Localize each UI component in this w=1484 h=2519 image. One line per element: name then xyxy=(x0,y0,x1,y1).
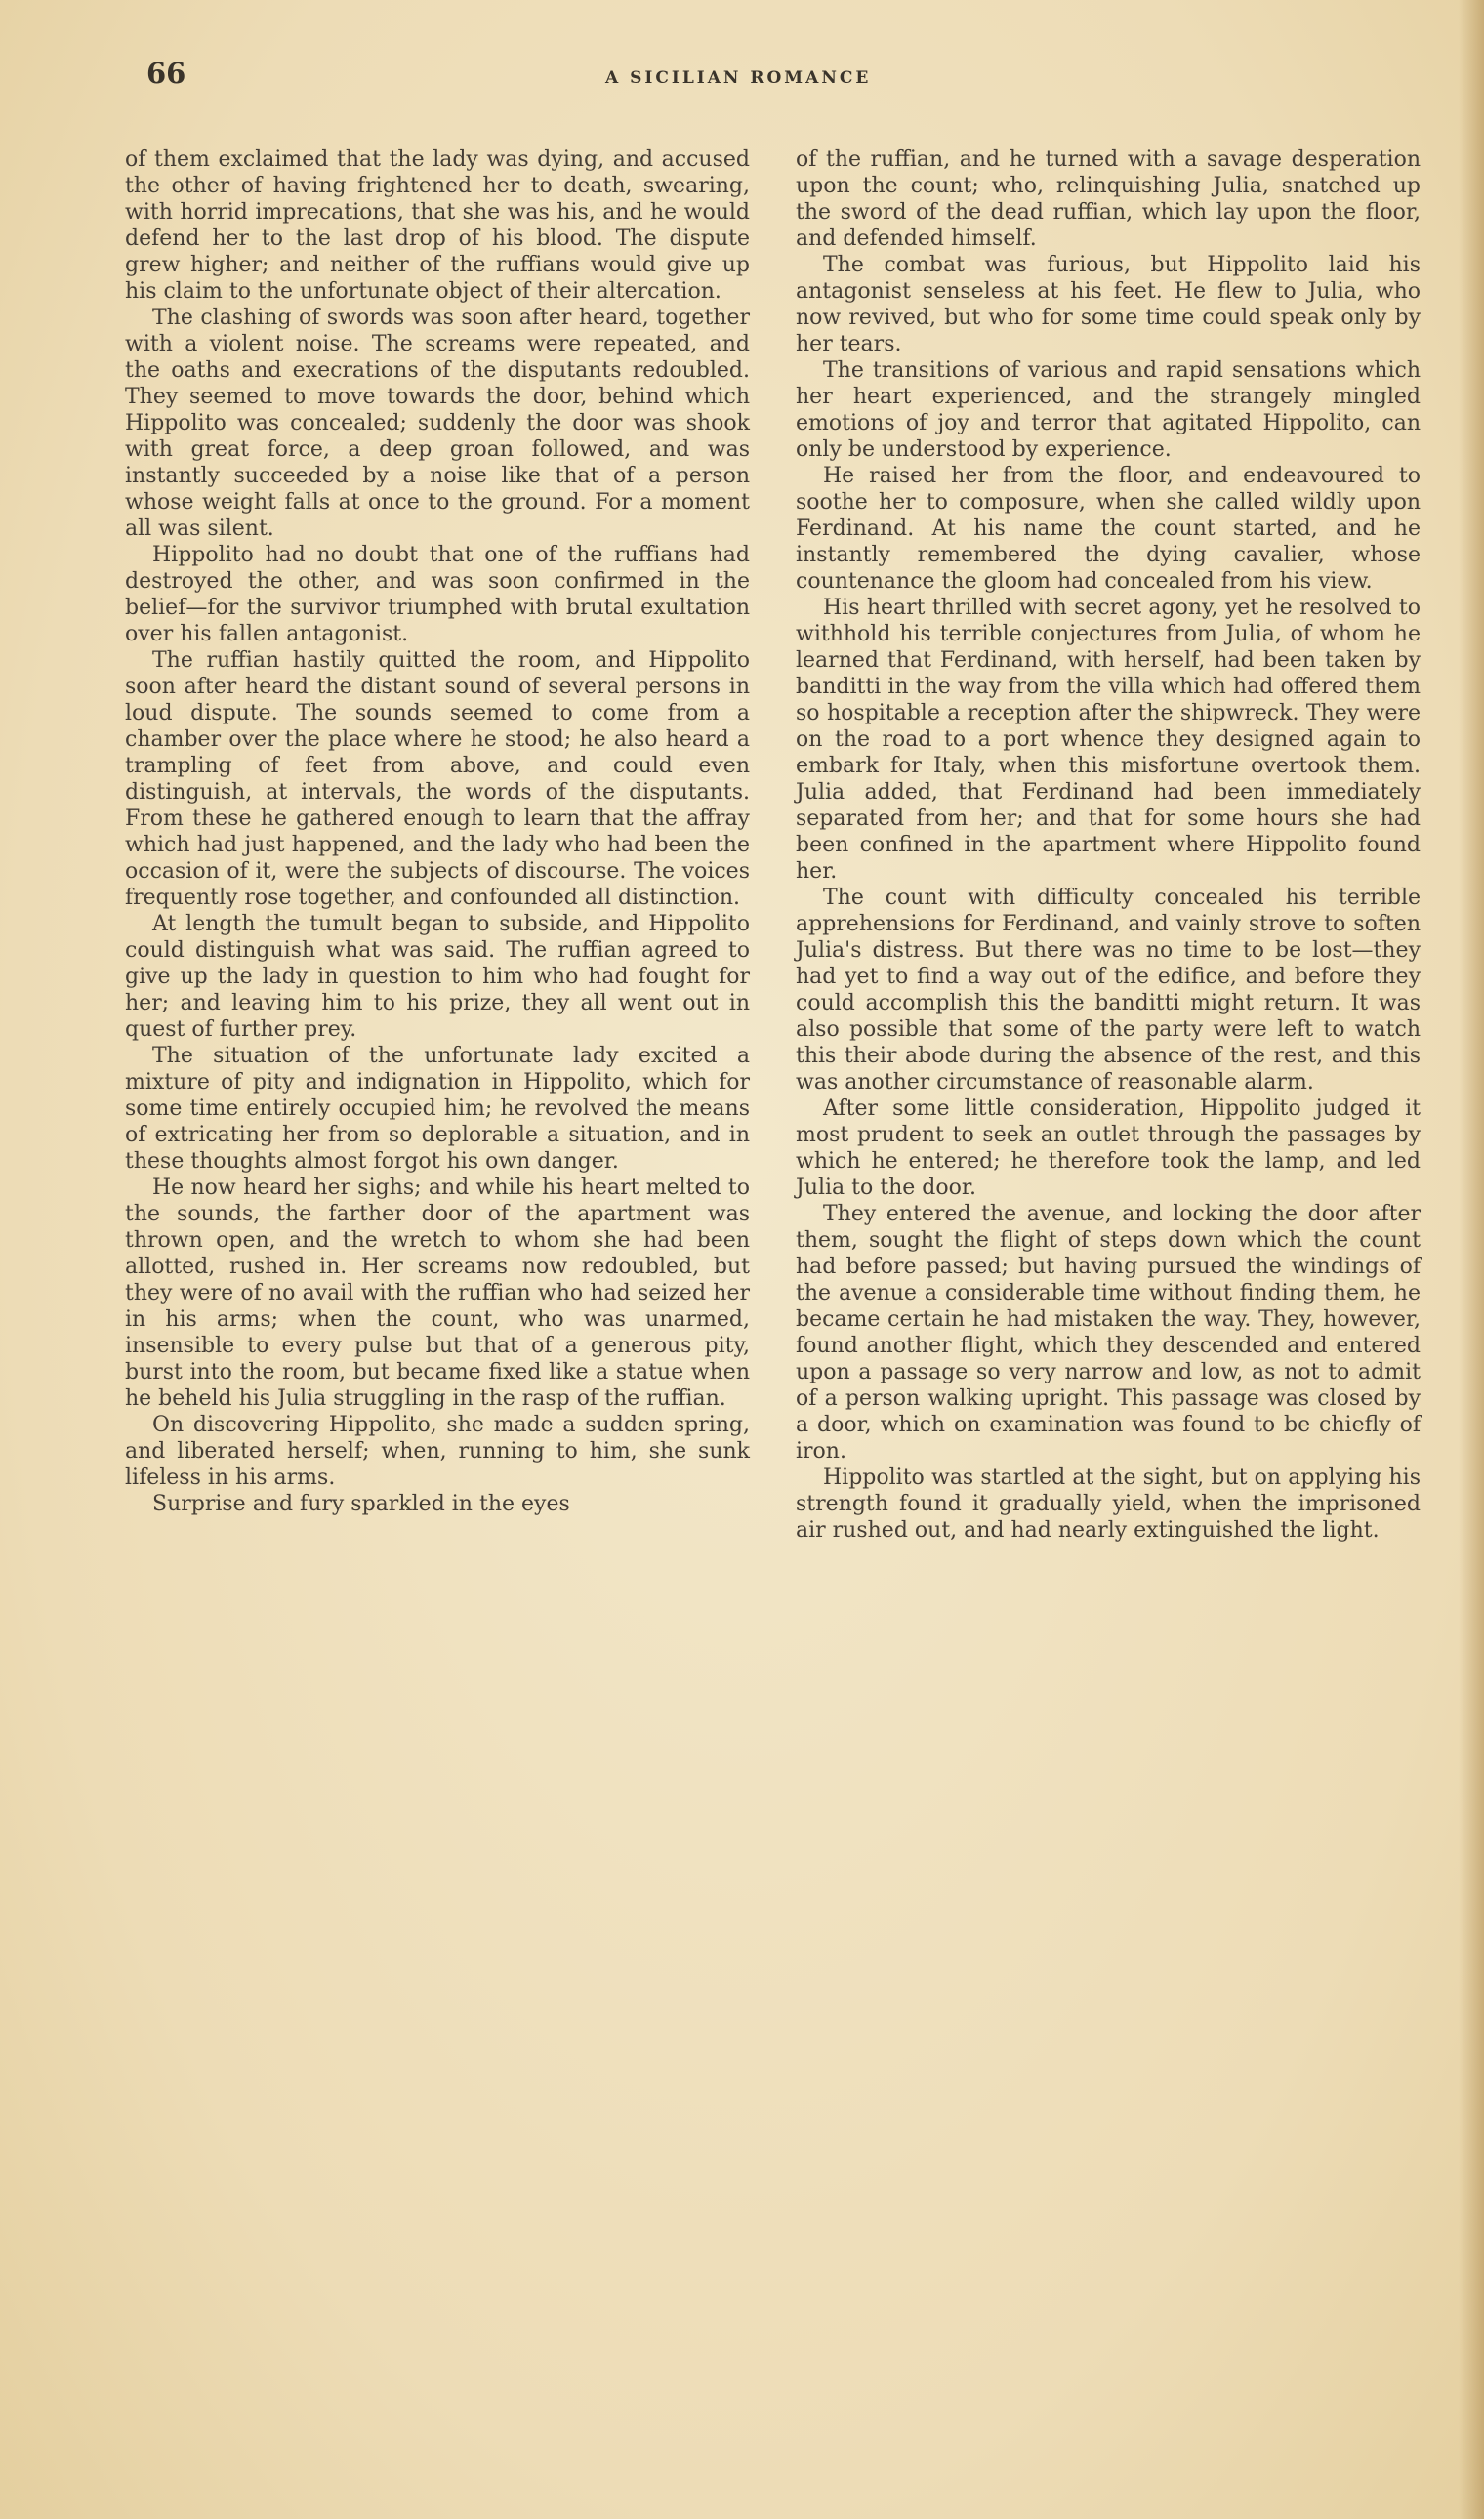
paragraph: The ruffian hastily quitted the room, and Hippolito soon after heard the distant sound of several persons in loud dispute. The sounds seemed to come from a chamber over the place where he stood; he also heard a trampling of feet from above, and could even distinguish, at intervals, the words of the disputants. From these he gathered enough to learn that the affray which had just happened, and the lady who had been the occasion of it, were the subjects of discourse. The voices frequently rose together, and confounded all distinction. xyxy=(125,648,750,910)
page-number: 66 xyxy=(146,57,186,90)
running-title: A SICILIAN ROMANCE xyxy=(605,68,872,88)
paragraph: The situation of the unfortunate lady excited a mixture of pity and indignation in Hippolito, which for some time entirely occupied him; he revolved the means of extricating her from so deplorable a situation, and in these thoughts almost forgot his own danger. xyxy=(125,1044,750,1174)
paragraph: Surprise and fury sparkled in the eyes xyxy=(152,1492,570,1516)
paragraph: of them exclaimed that the lady was dying, and accused the other of having frightened her to death, swearing, with horrid imprecations, that she was his, and he would defend her to the last drop of his blood. The dispute grew higher; and neither of the ruffians would give up his claim to the unfortunate object of their altercation. xyxy=(125,147,750,304)
paragraph: He now heard her sighs; and while his heart melted to the sounds, the farther door of the apartment was thrown open, and the wretch to whom she had been allotted, rushed in. Her screams now redoubled, but they were of no avail with the ruffian who had seized her in his arms; when the count, who was unarmed, insensible to every pulse but that of a generous pity, burst into the room, but became fixed like a statue when he beheld his Julia struggling in the rasp of the ruffian. xyxy=(125,1176,750,1411)
paragraph: The transitions of various and rapid sensations which her heart experienced, and the strangely mingled emotions of joy and terror that agitated Hippolito, can only be understood by experience. xyxy=(796,358,1421,462)
paragraph: The clashing of swords was soon after heard, together with a violent noise. The screams were repeated, and the oaths and execrations of the disputants redoubled. They seemed to move towards the door, behind which Hippolito was concealed; suddenly the door was shook with great force, a deep groan followed, and was instantly succeeded by a noise like that of a person whose weight falls at once to the ground. For a moment all was silent. xyxy=(125,306,750,541)
paragraph: His heart thrilled with secret agony, yet he resolved to withhold his terrible conjectures from Julia, of whom he learned that Ferdinand, with herself, had been taken by banditti in the way from the villa which had offered them so hospitable a reception after the shipwreck. They were on the road to a port whence they designed again to embark for Italy, when this misfortune overtook them. Julia added, that Ferdinand had been immediately separated from her; and that for some hours she had been confined in the apartment where Hippolito found her. xyxy=(796,596,1421,884)
paragraph: The count with difficulty concealed his terrible apprehensions for Ferdinand, and vainly strove to soften Julia's distress. But there was no time to be lost—they had yet to find a way out of the edifice, and before they could accomplish this the banditti might return. It was also possible that some of the party were left to watch this their abode during the absence of the rest, and this was another circumstance of reasonable alarm. xyxy=(796,886,1421,1094)
right-column xyxy=(796,146,1421,1544)
paragraph: Hippolito had no doubt that one of the ruffians had destroyed the other, and was soon confirmed in the belief—for the survivor triumphed with brutal exultation over his fallen antagonist. xyxy=(125,543,750,646)
paragraph: The combat was furious, but Hippolito laid his antagonist senseless at his feet. He flew to Julia, who now revived, but who for some time could speak only by her tears. xyxy=(796,253,1421,356)
paragraph: On discovering Hippolito, she made a sudden spring, and liberated herself; when, running to him, she sunk lifeless in his arms. xyxy=(125,1413,750,1490)
paragraph: They entered the avenue, and locking the door after them, sought the flight of steps down which the count had before passed; but having pursued the windings of the avenue a considerable time without finding them, he became certain he had mistaken the way. They, however, found another flight, which they descended and entered upon a passage so very narrow and low, as not to admit of a person walking upright. This passage was closed by a door, which on examination was found to be chiefly of iron. xyxy=(796,1202,1421,1464)
paragraph: Hippolito was startled at the sight, but on applying his strength found it gradually yield, when the imprisoned air rushed out, and had nearly extinguished the light. xyxy=(796,1466,1421,1543)
paragraph: He raised her from the floor, and endeavoured to soothe her to composure, when she called wildly upon Ferdinand. At his name the count started, and he instantly remembered the dying cavalier, whose countenance the gloom had concealed from his view. xyxy=(796,464,1421,594)
paragraph: of the ruffian, and he turned with a savage desperation upon the count; who, relinquishing Julia, snatched up the sword of the dead ruffian, which lay upon the floor, and defended himself. xyxy=(796,147,1421,251)
left-column xyxy=(125,146,750,1517)
paragraph: After some little consideration, Hippolito judged it most prudent to seek an outlet through the passages by which he entered; he therefore took the lamp, and led Julia to the door. xyxy=(796,1096,1421,1200)
page-header xyxy=(146,57,1416,105)
page-edge xyxy=(1459,0,1484,2519)
paragraph: At length the tumult began to subside, and Hippolito could distinguish what was said. The ruffian agreed to give up the lady in question to him who had fought for her; and leaving him to his prize, they all went out in quest of further prey. xyxy=(125,912,750,1042)
